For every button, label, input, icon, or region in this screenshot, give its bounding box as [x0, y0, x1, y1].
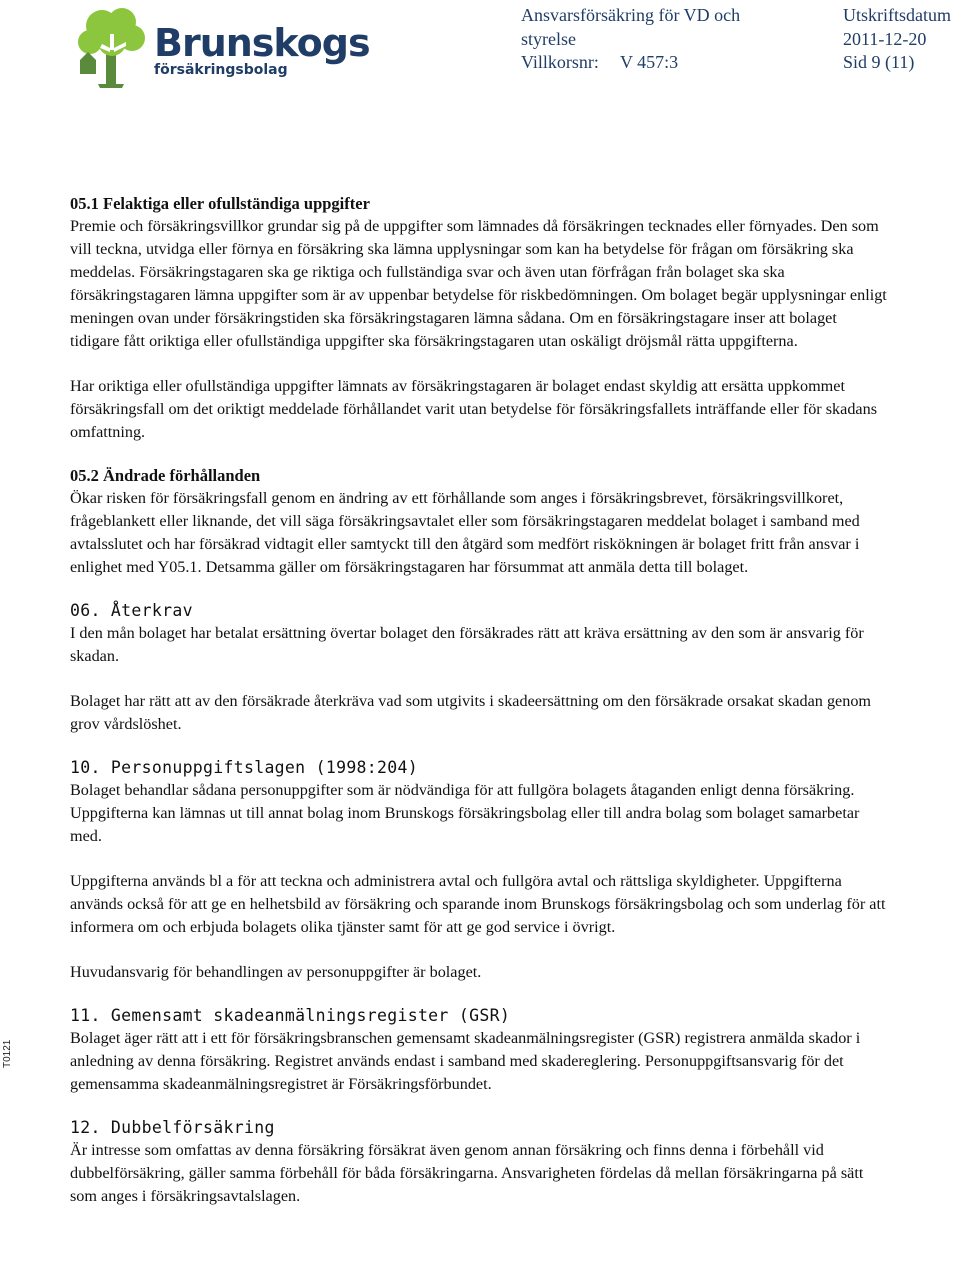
print-date-label: Utskriftsdatum — [843, 5, 951, 25]
document-title-line-2: styrelse — [521, 28, 576, 49]
section-heading: 10. Personuppgiftslagen (1998:204) — [70, 758, 418, 777]
section-paragraph: Ökar risken för försäkringsfall genom en ändring av ett förhållande som anges i försäkringsbrevet, försäkringsvillkoret, frågeblankett eller liknande, det vill säga försäkringsavtalet eller som försäkringstagaren meddelat bolaget i samband med avtalsslutet och har försäkrad vidtagit eller samtyckt till den åtgärd som medfört riskökningen är bolaget fritt från ansvar i enlighet med Y05.1. Detsamma gäller om försäkringstagaren har försummat att anmäla detta till bolaget. — [70, 489, 860, 576]
section-paragraph: Huvudansvarig för behandlingen av personuppgifter är bolaget. — [70, 963, 482, 981]
document-body — [70, 192, 890, 1208]
tree-logo-icon — [72, 4, 152, 88]
document-info — [521, 4, 740, 75]
section-paragraph: Är intresse som omfattas av denna försäkring försäkrat även genom annan försäkring och finns denna i förbehåll vid dubbelförsäkring, gäller samma förbehåll för båda försäkringarna. Ansvarigheten fördelas då mellan försäkringarna på sätt som anges i försäkringsavtalslagen. — [70, 1141, 864, 1205]
print-date-value: 2011-12-20 — [843, 28, 927, 49]
side-document-code: T0121 — [2, 1039, 13, 1068]
document-title-line-1: Ansvarsförsäkring för VD och — [521, 5, 741, 25]
terms-number-label: Villkorsnr: — [521, 52, 599, 72]
brand-name: Brunskogs — [154, 21, 370, 65]
section-paragraph: Bolaget har rätt att av den försäkrade återkräva vad som utgivits i skadeersättning om den försäkrade orsakat skadan genom grov vårdslöshet. — [70, 692, 872, 733]
section-paragraph: Premie och försäkringsvillkor grundar sig på de uppgifter som lämnades då försäkringen tecknades eller förnyades. Den som vill teckna, utvidga eller förnya en försäkring ska lämna upplysningar som kan ha betydelse för frågan om försäkring ska meddelas. Försäkringstagaren ska ge riktiga och fullständiga svar och även utan förfrågan från bolaget ska ska försäkringstagaren lämna uppgifter som är av uppenbar betydelse för riskbedömningen. Om bolaget begär upplysningar enligt meningen ovan under försäkringstiden ska försäkringstagaren lämna sådana. Om en försäkringstagare inser att bolaget tidigare fått oriktiga eller ofullständiga uppgifter ska försäkringstagaren utan oskäligt dröjsmål rätta uppgifterna. — [70, 217, 887, 350]
section-paragraph: Har oriktiga eller ofullständiga uppgifter lämnats av försäkringstagaren är bolaget endast skyldig att ersätta uppkommet försäkringsfall om det oriktigt meddelade förhållandet varit utan betydelse för försäkringsfallets inträffande eller för skadans omfattning. — [70, 377, 877, 441]
section-10 — [70, 756, 890, 984]
terms-number — [521, 51, 740, 75]
section-paragraph: Uppgifterna används bl a för att teckna och administrera avtal och fullgöra avtal och rättsliga skyldigheter. Uppgifterna används också för att ge en helhetsbild av försäkring och sparande inom Brunskogs försäkringsbolag och som underlag för att informera om och erbjuda bolagets olika tjänster samt för att ge god service i övrigt. — [70, 872, 886, 936]
page-header — [0, 0, 960, 90]
section-06 — [70, 599, 890, 736]
section-heading: 05.1 Felaktiga eller ofullständiga uppgifter — [70, 194, 370, 213]
brunskogs-logo — [72, 4, 370, 88]
terms-number-value: V 457:3 — [620, 52, 679, 72]
print-info — [843, 4, 951, 75]
section-heading: 05.2 Ändrade förhållanden — [70, 466, 261, 485]
section-05-1 — [70, 192, 890, 444]
section-heading: 06. Återkrav — [70, 601, 193, 620]
section-05-2 — [70, 464, 890, 579]
section-paragraph: Bolaget behandlar sådana personuppgifter som är nödvändiga för att fullgöra bolagets åtaganden enligt denna försäkring. Uppgifterna kan lämnas ut till annat bolag inom Brunskogs försäkringsbolag eller till andra bolag som bolaget samarbetar med. — [70, 781, 860, 845]
section-paragraph: Bolaget äger rätt att i ett för försäkringsbranschen gemensamt skadeanmälningsregister (GSR) registrera anmälda skador i anledning av denna försäkring. Registret används endast i samband med skadereglering. Personuppgiftsansvarig för det gemensamma skadeanmälningsregistret är Försäkringsförbundet. — [70, 1029, 861, 1093]
page-number: Sid 9 (11) — [843, 52, 915, 72]
section-12 — [70, 1116, 890, 1208]
section-heading: 12. Dubbelförsäkring — [70, 1118, 275, 1137]
section-heading: 11. Gemensamt skadeanmälningsregister (GSR) — [70, 1006, 511, 1025]
brand-subtitle: försäkringsbolag — [154, 62, 288, 78]
section-paragraph: I den mån bolaget har betalat ersättning övertar bolaget den försäkrades rätt att kräva ersättning av den som är ansvarig för skadan. — [70, 624, 864, 665]
section-11 — [70, 1004, 890, 1096]
